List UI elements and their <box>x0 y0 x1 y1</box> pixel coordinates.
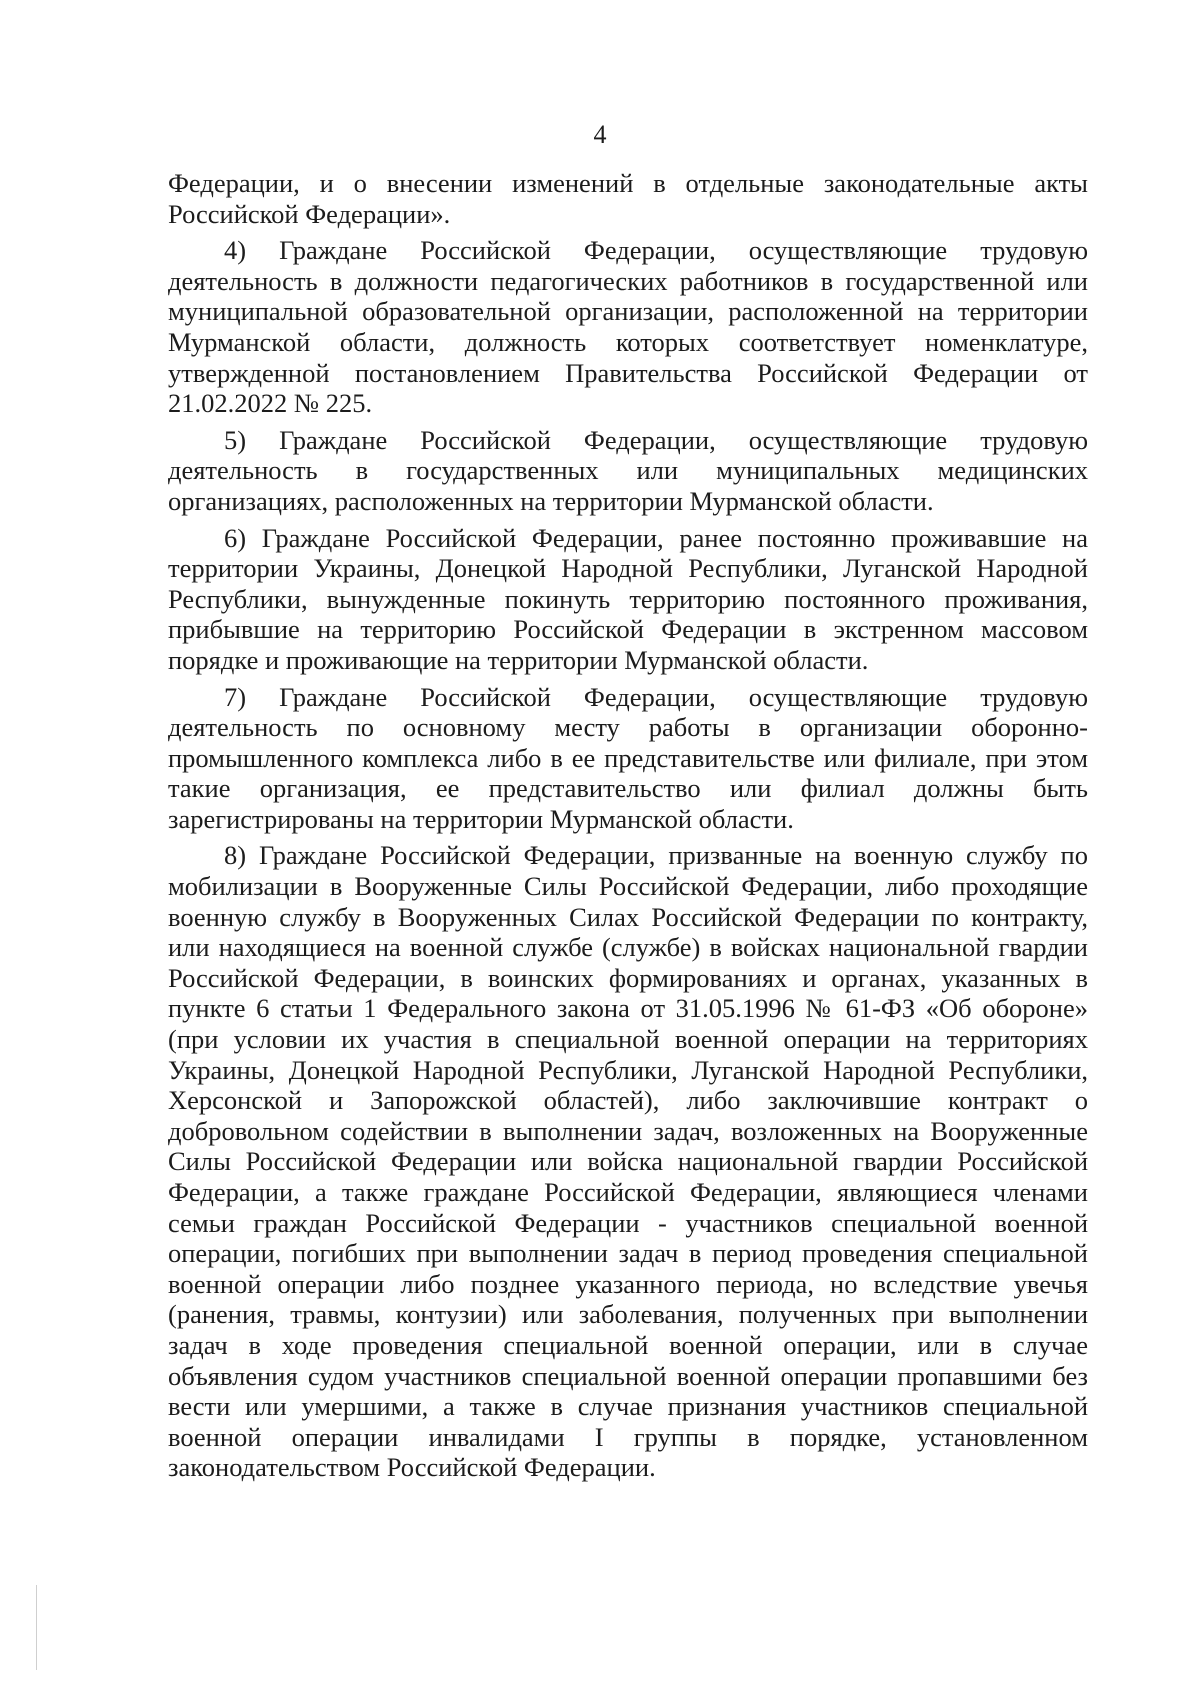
text-line: 8) Граждане Российской Федерации, призванные на военную службу по <box>224 840 1088 871</box>
paragraph <box>168 682 1088 835</box>
text-line: военной операции инвалидами I группы в порядке, установленном <box>168 1421 1088 1452</box>
text-line: законодательством Российской Федерации. <box>168 1452 656 1483</box>
text-line: прибывшие на территорию Российской Федерации в экстренном массовом <box>168 614 1088 645</box>
scan-edge-mark <box>36 1585 37 1670</box>
text-line: промышленного комплекса либо в ее представительстве или филиале, при этом <box>168 742 1088 773</box>
text-line: вести или умершими, а также в случае признания участников специальной <box>168 1391 1088 1422</box>
text-line: зарегистрированы на территории Мурманской области. <box>168 803 794 834</box>
text-line: утвержденной постановлением Правительства Российской Федерации от <box>168 357 1088 388</box>
page-number: 4 <box>593 120 607 149</box>
text-line: Республики, вынужденные покинуть территорию постоянного проживания, <box>168 583 1088 614</box>
text-line: операции, погибших при выполнении задач в период проведения специальной <box>168 1238 1088 1269</box>
text-line: 4) Граждане Российской Федерации, осуществляющие трудовую <box>224 235 1088 266</box>
text-line: Федерации, и о внесении изменений в отдельные законодательные акты <box>168 168 1088 198</box>
text-line: деятельность в должности педагогических работников в государственной или <box>168 265 1088 296</box>
text-line: 7) Граждане Российской Федерации, осуществляющие трудовую <box>224 681 1088 712</box>
paragraph <box>168 523 1088 676</box>
text-line: 5) Граждане Российской Федерации, осуществляющие трудовую <box>224 424 1088 455</box>
text-line: Мурманской области, должность которых соответствует номенклатуре, <box>168 326 1088 357</box>
text-line: Российской Федерации, в воинских формированиях и органах, указанных в <box>168 962 1088 993</box>
paragraph <box>168 425 1088 517</box>
text-line: 6) Граждане Российской Федерации, ранее постоянно проживавшие на <box>224 522 1088 553</box>
text-line: порядке и проживающие на территории Мурманской области. <box>168 644 869 675</box>
text-line: (при условии их участия в специальной военной операции на территориях <box>168 1024 1088 1055</box>
text-line: (ранения, травмы, контузии) или заболевания, полученных при выполнении <box>168 1299 1088 1330</box>
text-line: деятельность в государственных или муниципальных медицинских <box>168 455 1088 486</box>
text-line: Украины, Донецкой Народной Республики, Луганской Народной Республики, <box>168 1054 1088 1085</box>
text-line: 21.02.2022 № 225. <box>168 388 373 419</box>
text-line: такие организация, ее представительство или филиал должны быть <box>168 773 1088 804</box>
text-line: военной операции либо позднее указанного периода, но вследствие увечья <box>168 1268 1088 1299</box>
text-line: мобилизации в Вооруженные Силы Российской Федерации, либо проходящие <box>168 871 1088 902</box>
text-line: семьи граждан Российской Федерации - участников специальной военной <box>168 1207 1088 1238</box>
text-line: задач в ходе проведения специальной военной операции, или в случае <box>168 1329 1088 1360</box>
text-line: добровольном содействии в выполнении задач, возложенных на Вооруженные <box>168 1115 1088 1146</box>
text-line: Российской Федерации». <box>168 198 451 229</box>
text-line: территории Украины, Донецкой Народной Республики, Луганской Народной <box>168 553 1088 584</box>
paragraph <box>168 840 1088 1482</box>
text-line: Силы Российской Федерации или войска национальной гвардии Российской <box>168 1146 1088 1177</box>
text-line: деятельность по основному месту работы в организации оборонно- <box>168 712 1088 743</box>
text-line: или находящиеся на военной службе (службе) в войсках национальной гвардии <box>168 932 1088 963</box>
text-line: военную службу в Вооруженных Силах Российской Федерации по контракту, <box>168 901 1088 932</box>
text-line: пункте 6 статьи 1 Федерального закона от 31.05.1996 № 61-ФЗ «Об обороне» <box>168 993 1088 1024</box>
paragraph <box>168 168 1088 229</box>
document-body <box>168 168 1088 1489</box>
text-line: объявления судом участников специальной военной операции пропавшими без <box>168 1360 1088 1391</box>
paragraph <box>168 235 1088 419</box>
text-line: организациях, расположенных на территории Мурманской области. <box>168 485 934 516</box>
text-line: Федерации, а также граждане Российской Федерации, являющиеся членами <box>168 1177 1088 1207</box>
text-line: муниципальной образовательной организации, расположенной на территории <box>168 296 1088 327</box>
text-line: Херсонской и Запорожской областей), либо заключившие контракт о <box>168 1085 1088 1116</box>
